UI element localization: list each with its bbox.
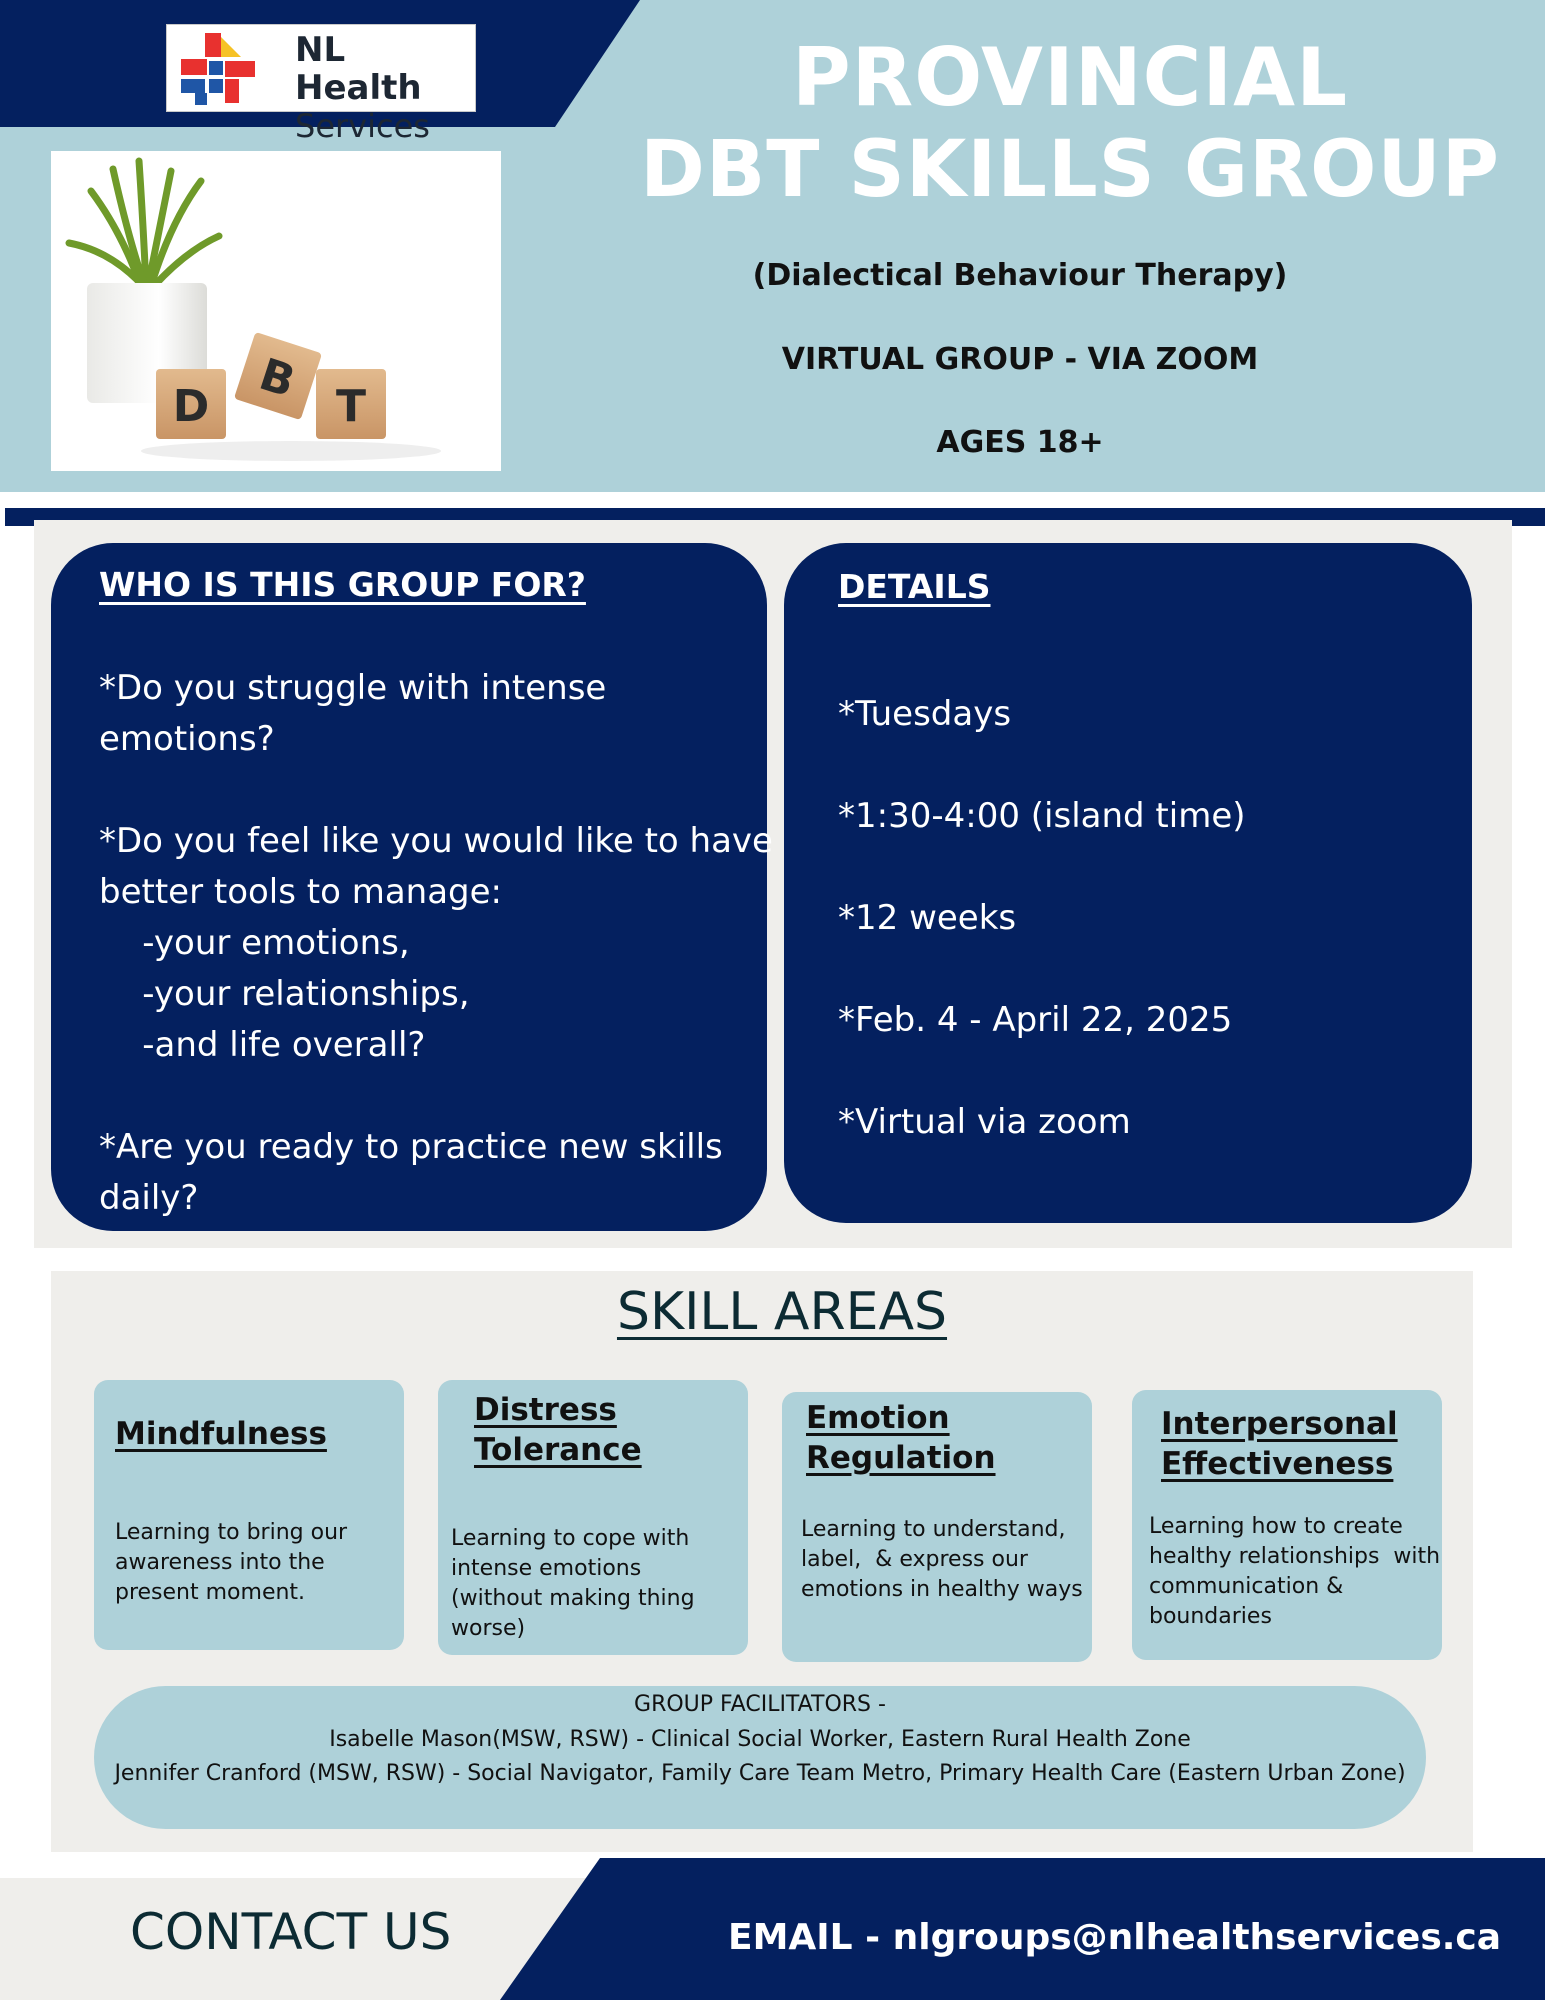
skill-card-interpersonal-effectiveness <box>1132 1390 1442 1660</box>
who-line: *Are you ready to practice new skills <box>99 1127 723 1167</box>
skill-card-title: Mindfulness <box>115 1416 327 1452</box>
format-label: VIRTUAL GROUP - VIA ZOOM <box>781 342 1259 377</box>
dbt-blocks-photo <box>51 151 501 471</box>
plant-leaves-icon <box>69 161 219 286</box>
title-line-1: PROVINCIAL <box>791 31 1349 124</box>
who-line <box>99 1071 773 1122</box>
logo-cross-icon <box>175 31 267 107</box>
svg-text:T: T <box>335 381 367 432</box>
skill-card-emotion-regulation <box>782 1392 1092 1662</box>
who-line: -your relationships, <box>99 974 470 1014</box>
facilitator-line: Isabelle Mason(MSW, RSW) - Clinical Social Worker, Eastern Rural Health Zone <box>329 1727 1191 1752</box>
skill-areas-title: SKILL AREAS <box>616 1282 948 1342</box>
skill-card-desc: Learning how to create healthy relationships with communication & boundaries <box>1149 1514 1441 1629</box>
who-line: *Do you feel like you would like to have <box>99 821 773 861</box>
contact-us-heading: CONTACT US <box>130 1903 452 1961</box>
svg-text:D: D <box>172 381 210 432</box>
details-item: *12 weeks <box>838 898 1017 938</box>
who-line: -and life overall? <box>99 1025 426 1065</box>
facilitator-line: Jennifer Cranford (MSW, RSW) - Social Navigator, Family Care Team Metro, Primary Health Care (Eastern Urban Zone) <box>114 1761 1406 1786</box>
who-line: *Do you struggle with intense <box>99 668 607 708</box>
who-list <box>99 663 773 1224</box>
skill-card-desc: Learning to understand, label, & express our emotions in healthy ways <box>801 1517 1083 1602</box>
details-item: *1:30-4:00 (island time) <box>838 796 1246 836</box>
logo-line-1: NL Health <box>295 30 422 108</box>
ages-label: AGES 18+ <box>936 425 1104 460</box>
facilitators-heading: GROUP FACILITATORS - <box>634 1692 886 1717</box>
logo-text <box>295 31 475 145</box>
skill-card-mindfulness <box>94 1380 404 1650</box>
group-facilitators <box>94 1686 1426 1829</box>
block-b-icon <box>234 332 322 420</box>
who-line <box>99 765 773 816</box>
skill-card-title: Distress Tolerance <box>474 1392 642 1468</box>
who-heading: WHO IS THIS GROUP FOR? <box>99 565 586 604</box>
skill-card-desc: Learning to cope with intense emotions (without making thing worse) <box>451 1526 695 1641</box>
details-item: *Feb. 4 - April 22, 2025 <box>838 1000 1233 1040</box>
details-item: *Tuesdays <box>838 694 1012 734</box>
who-line: emotions? <box>99 719 275 759</box>
page-title <box>640 32 1500 216</box>
subtitle: (Dialectical Behaviour Therapy) <box>752 258 1288 293</box>
details-item: *Virtual via zoom <box>838 1102 1131 1142</box>
title-line-2: DBT SKILLS GROUP <box>640 125 1500 215</box>
svg-text:B: B <box>253 348 302 408</box>
who-line: -your emotions, <box>99 923 410 963</box>
details-panel <box>784 543 1472 1223</box>
skill-card-distress-tolerance <box>438 1380 748 1655</box>
skill-card-desc: Learning to bring our awareness into the present moment. <box>115 1520 348 1605</box>
who-line: better tools to manage: <box>99 872 503 912</box>
who-line: daily? <box>99 1178 199 1218</box>
details-list <box>838 663 1246 1173</box>
nl-health-logo <box>166 24 476 145</box>
contact-email[interactable]: EMAIL - nlgroups@nlhealthservices.ca <box>728 1917 1502 1958</box>
logo-line-2: Services <box>295 107 430 145</box>
skill-card-title: Emotion Regulation <box>806 1400 996 1476</box>
details-heading: DETAILS <box>838 567 991 606</box>
skill-card-title: Interpersonal Effectiveness <box>1161 1406 1398 1482</box>
plant-and-blocks-illustration <box>51 151 501 471</box>
who-is-this-for-panel <box>51 543 773 1231</box>
